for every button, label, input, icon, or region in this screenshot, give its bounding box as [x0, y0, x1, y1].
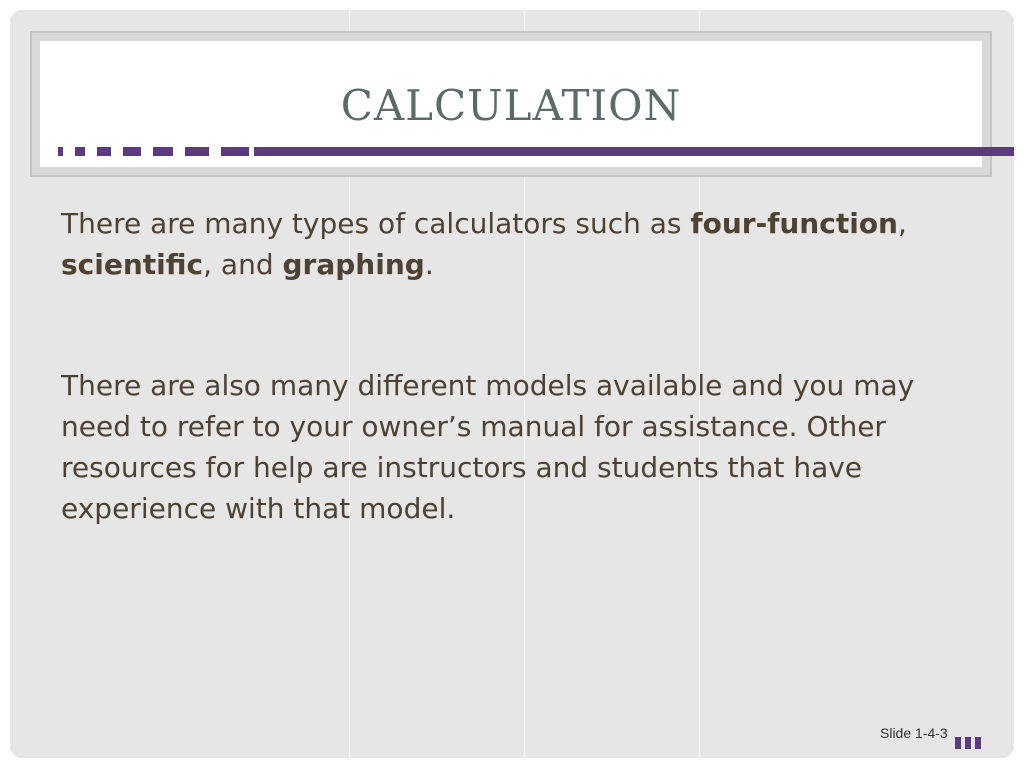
slide-body	[61, 203, 981, 609]
dash-segment	[123, 147, 141, 156]
paragraph-lead: There are many types of calculators such as	[61, 207, 691, 240]
corner-block	[975, 737, 981, 749]
calculator-types-paragraph	[61, 203, 981, 285]
slide-number: Slide 1-4-3	[880, 725, 948, 741]
term-four-function: four-function	[690, 207, 898, 240]
dash-segment	[97, 147, 111, 156]
slide	[10, 10, 1014, 758]
term-scientific: scientific	[61, 248, 204, 281]
separator: , and	[203, 248, 283, 281]
models-paragraph: There are also many different models available and you may need to refer to your owner’s manual for assistance. Other resources for help are instructors and students that have experience with that model.	[61, 369, 915, 525]
separator: ,	[898, 207, 907, 240]
slide-title: CALCULATION	[340, 81, 682, 130]
title-underline-bar	[254, 147, 1014, 156]
corner-block	[965, 737, 971, 749]
corner-block	[955, 737, 961, 749]
paragraph-end: .	[424, 248, 434, 281]
dash-segment	[185, 147, 209, 156]
dash-segment	[153, 147, 173, 156]
dash-segment	[75, 147, 85, 156]
dash-segment	[221, 147, 249, 156]
term-graphing: graphing	[282, 248, 425, 281]
dash-segment	[58, 147, 63, 156]
